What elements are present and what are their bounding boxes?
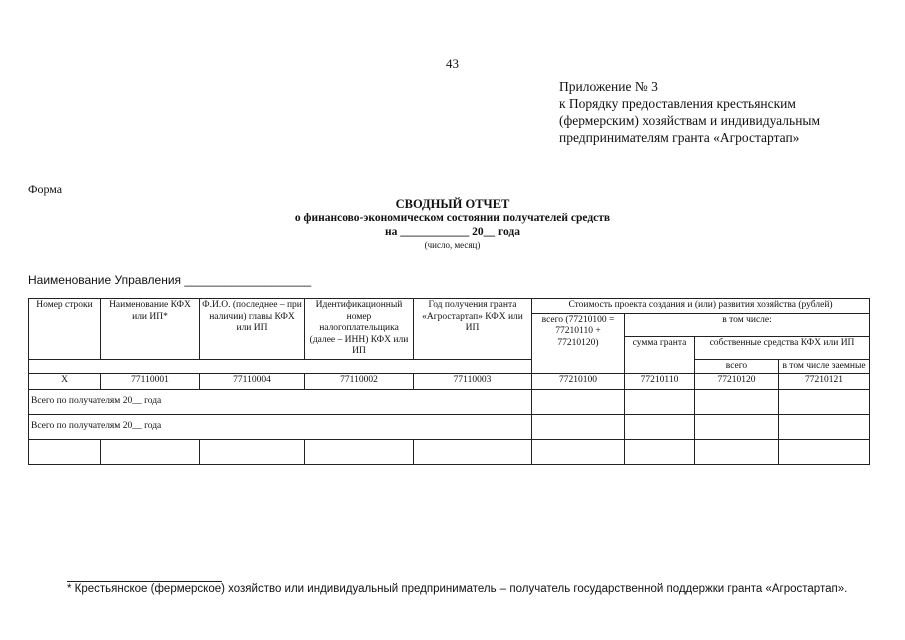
code-cell: 77210121	[779, 374, 870, 390]
footnote-divider	[67, 581, 222, 582]
header-own-total: всего	[695, 359, 779, 374]
header-project-cost: Стоимость проекта создания и (или) развития хозяйства (рублей)	[532, 299, 870, 314]
code-cell: 77210100	[532, 374, 625, 390]
header-fio: Ф.И.О. (последнее – при наличии) главы КФХ или ИП	[200, 299, 305, 360]
header-row-number: Номер строки	[29, 299, 101, 360]
header-grant-year: Год получения гранта «Агростартап» КФХ или ИП	[414, 299, 532, 360]
management-name-line: Наименование Управления ___________________	[28, 273, 312, 287]
table-cell	[29, 440, 101, 465]
table-cell	[305, 440, 414, 465]
header-own-funds: собственные средства КФХ или ИП	[695, 336, 870, 359]
table-cell	[625, 440, 695, 465]
report-table	[28, 298, 870, 465]
summary-label: Всего по получателям 20__ года	[29, 390, 532, 415]
header-inn: Идентификационный номер налогоплательщика (далее – ИНН) КФХ или ИП	[305, 299, 414, 360]
table-cell	[532, 390, 625, 415]
header-including: в том числе:	[625, 313, 870, 336]
code-cell: X	[29, 374, 101, 390]
table-cell	[532, 440, 625, 465]
table-cell	[414, 440, 532, 465]
appendix-header	[559, 78, 820, 146]
table-summary-row	[29, 390, 870, 415]
code-cell: 77110003	[414, 374, 532, 390]
header-grant-sum: сумма гранта	[625, 336, 695, 374]
appendix-line: к Порядку предоставления крестьянским	[559, 96, 796, 111]
table-code-row	[29, 374, 870, 390]
report-subtitle: о финансово-экономическом состоянии получателей средств	[294, 212, 611, 224]
report-title: СВОДНЫЙ ОТЧЕТ	[395, 197, 510, 211]
table-cell	[695, 440, 779, 465]
appendix-line: (фермерским) хозяйствам и индивидуальным	[559, 113, 821, 128]
code-cell: 77210120	[695, 374, 779, 390]
code-cell: 77110001	[101, 374, 200, 390]
table-cell	[625, 390, 695, 415]
header-filler	[29, 359, 532, 374]
table-cell	[779, 390, 870, 415]
table-cell	[101, 440, 200, 465]
page-number: 43	[446, 56, 459, 71]
appendix-line: Приложение № 3	[559, 79, 658, 94]
footnote: * Крестьянское (фермерское) хозяйство или индивидуальный предприниматель – получатель государственной поддержки гранта «Агростартап».	[67, 583, 848, 595]
table-cell	[695, 415, 779, 440]
summary-label: Всего по получателям 20__ года	[29, 415, 532, 440]
table-row	[29, 440, 870, 465]
header-name: Наименование КФХ или ИП*	[101, 299, 200, 360]
code-cell: 77110002	[305, 374, 414, 390]
code-cell: 77110004	[200, 374, 305, 390]
table-cell	[779, 440, 870, 465]
table-cell	[200, 440, 305, 465]
header-own-borrowed: в том числе заемные	[779, 359, 870, 374]
report-date-line: на ____________ 20__ года	[385, 226, 520, 238]
code-cell: 77210110	[625, 374, 695, 390]
table-cell	[625, 415, 695, 440]
appendix-line: предпринимателям гранта «Агростартап»	[559, 130, 800, 145]
table-header-row	[29, 299, 870, 314]
table-summary-row	[29, 415, 870, 440]
header-total: всего (77210100 = 77210110 + 77210120)	[532, 313, 625, 374]
table-cell	[532, 415, 625, 440]
table-cell	[695, 390, 779, 415]
table-header-row	[29, 359, 870, 374]
date-hint: (число, месяц)	[424, 240, 481, 250]
form-label: Форма	[28, 182, 63, 196]
table-cell	[779, 415, 870, 440]
